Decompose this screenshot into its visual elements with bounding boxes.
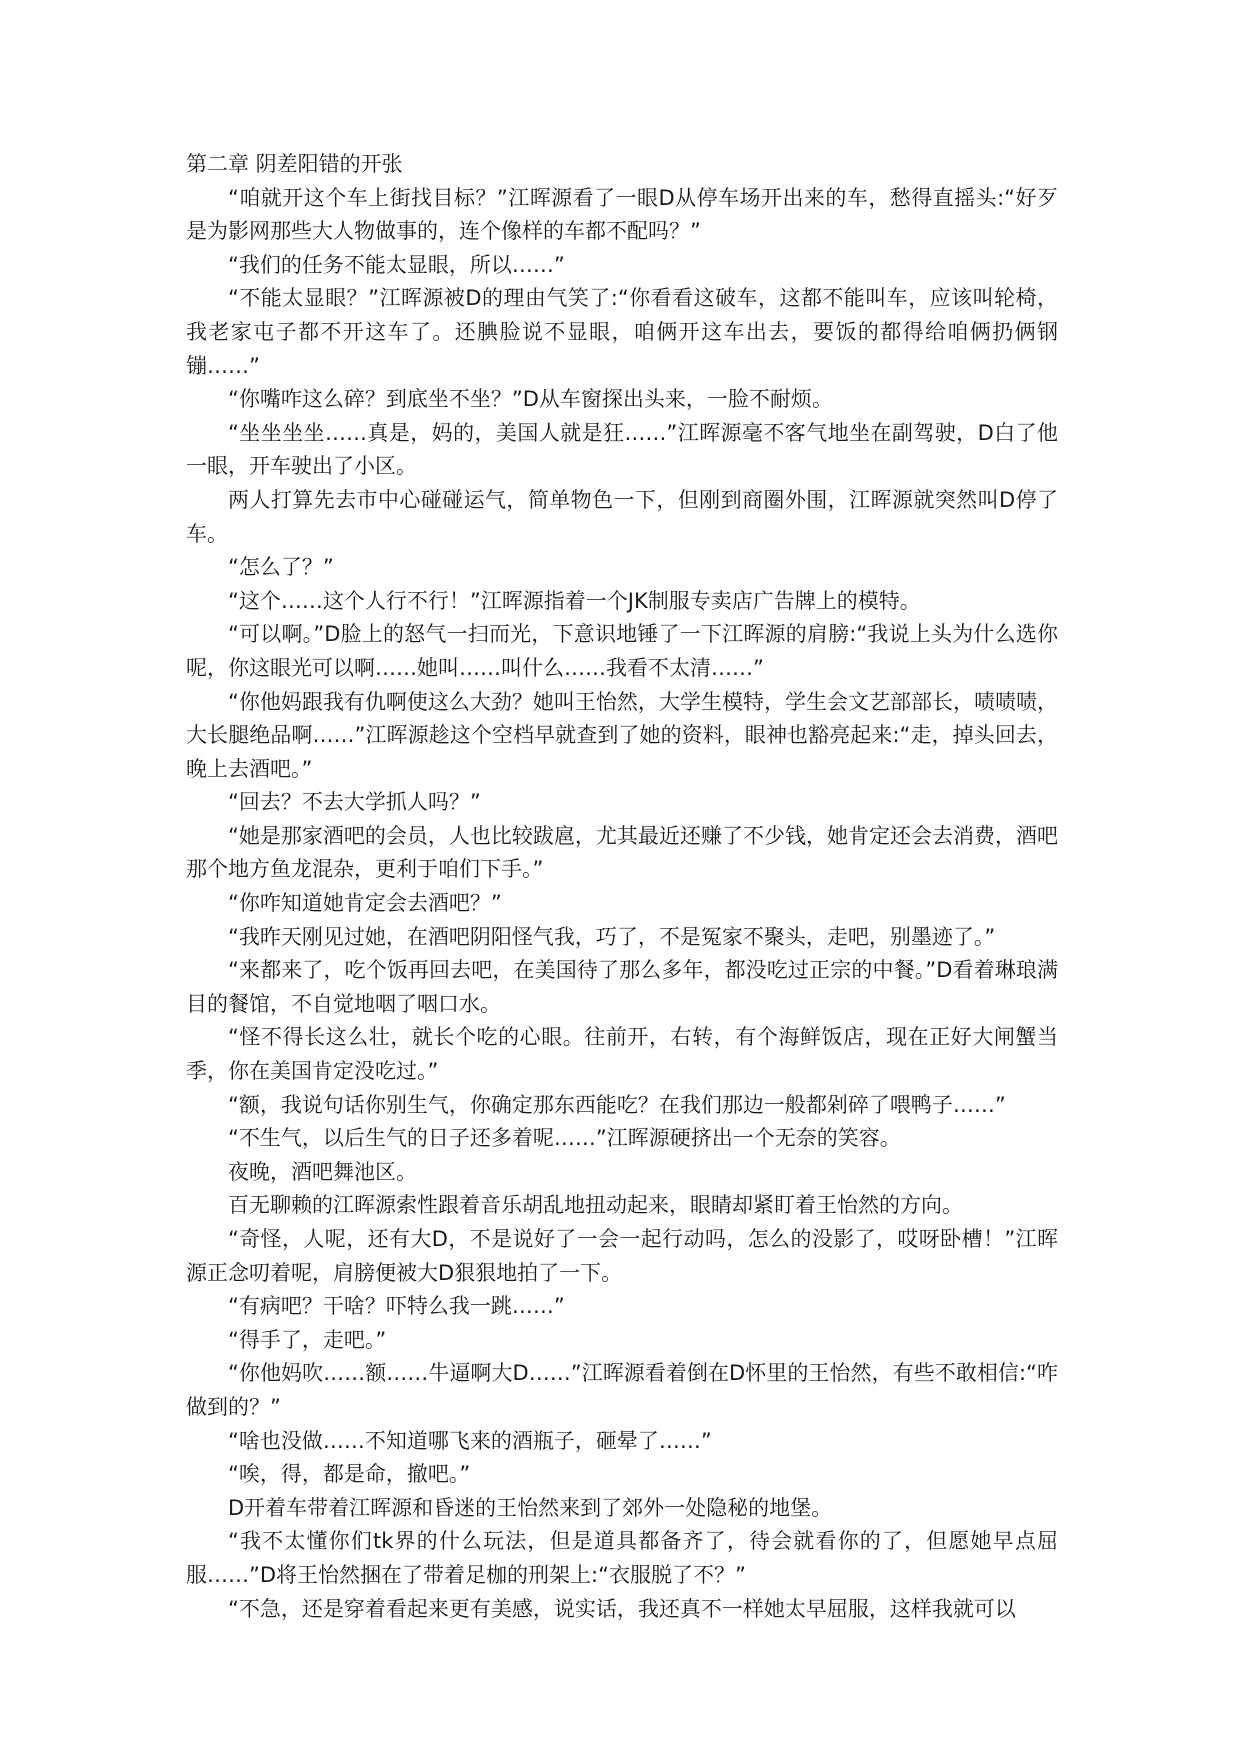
paragraph: “你咋知道她肯定会去酒吧？” xyxy=(228,891,502,916)
paragraph: “可以啊。”D脸上的怒气一扫而光，下意识地锤了一下江晖源的肩膀:“我说上头为什么选你呢，你这眼光可以啊……她叫……叫什么……我看不太清……” xyxy=(186,622,1058,680)
paragraph: “你他妈跟我有仇啊使这么大劲？她叫王怡然，大学生模特，学生会文艺部部长，啧啧啧，大长腿绝品啊……”江晖源趁这个空档早就查到了她的资料，眼神也豁亮起来:“走，掉头回去，晚上去酒吧。” xyxy=(186,689,1058,781)
paragraph: “你嘴咋这么碎？到底坐不坐？”D从车窗探出头来，一脸不耐烦。 xyxy=(228,387,833,412)
paragraph: 百无聊赖的江晖源索性跟着音乐胡乱地扭动起来，眼睛却紧盯着王怡然的方向。 xyxy=(228,1193,963,1218)
paragraph: “我们的任务不能太显眼，所以……” xyxy=(228,252,565,277)
paragraph: “不能太显眼？”江晖源被D的理由气笑了:“你看看这破车，这都不能叫车，应该叫轮椅，我老家屯子都不开这车了。还腆脸说不显眼，咱俩开这车出去，要饭的都得给咱俩扔俩钢镚……” xyxy=(186,286,1058,378)
paragraph: 两人打算先去市中心碰碰运气，简单物色一下，但刚到商圈外围，江晖源就突然叫D停了车。 xyxy=(186,487,1058,546)
paragraph: “唉，得，都是命，撤吧。” xyxy=(228,1462,471,1487)
paragraph: “坐坐坐坐……真是，妈的，美国人就是狂……”江晖源毫不客气地坐在副驾驶，D白了他一眼，开车驶出了小区。 xyxy=(186,420,1058,479)
paragraph: “我昨天刚见过她，在酒吧阴阳怪气我，巧了，不是冤家不聚头，走吧，别墨迹了。” xyxy=(228,924,996,949)
paragraph: “有病吧？干啥？吓特么我一跳……” xyxy=(228,1294,565,1319)
paragraph: “啥也没做……不知道哪飞来的酒瓶子，砸晕了……” xyxy=(228,1428,712,1453)
paragraph: “咱就开这个车上街找目标？”江晖源看了一眼D从停车场开出来的车，愁得直摇头:“好歹是为影网那些大人物做事的，连个像样的车都不配吗？” xyxy=(186,185,1058,244)
paragraph: “来都来了，吃个饭再回去吧，在美国待了那么多年，都没吃过正宗的中餐。”D看着琳琅满目的餐馆，不自觉地咽了咽口水。 xyxy=(186,958,1058,1016)
paragraph: “不急，还是穿着看起来更有美感，说实话，我还真不一样她太早屈服，这样我就可以 xyxy=(228,1596,1016,1621)
paragraph: D开着车带着江晖源和昏迷的王怡然来到了郊外一处隐秘的地堡。 xyxy=(228,1495,833,1520)
document-page xyxy=(186,148,1058,1626)
paragraph: “怪不得长这么壮，就长个吃的心眼。往前开，右转，有个海鲜饭店，现在正好大闸蟹当季，你在美国肯定没吃过。” xyxy=(186,1025,1058,1084)
paragraph: “额，我说句话你别生气，你确定那东西能吃？在我们那边一般都剁碎了喂鸭子……” xyxy=(228,1092,1006,1117)
paragraph: “怎么了？” xyxy=(228,555,334,580)
paragraph: “不生气，以后生气的日子还多着呢……”江晖源硬挤出一个无奈的笑容。 xyxy=(228,1126,901,1151)
paragraph: “她是那家酒吧的会员，人也比较跋扈，尤其最近还赚了不少钱，她肯定还会去消费，酒吧那个地方鱼龙混杂，更利于咱们下手。” xyxy=(186,823,1058,882)
paragraph: “回去？不去大学抓人吗？” xyxy=(228,790,481,815)
paragraph: “奇怪，人呢，还有大D，不是说好了一会一起行动吗，怎么的没影了，哎呀卧槽！”江晖源正念叨着呢，肩膀便被大D狠狠地拍了一下。 xyxy=(186,1227,1058,1285)
paragraph: 夜晚，酒吧舞池区。 xyxy=(228,1159,417,1184)
paragraph: “我不太懂你们tk界的什么玩法，但是道具都备齐了，待会就看你的了，但愿她早点屈服……”D将王怡然捆在了带着足枷的刑架上:“衣服脱了不？” xyxy=(186,1529,1058,1587)
paragraph: “得手了，走吧。” xyxy=(228,1327,387,1352)
paragraph: “这个……这个人行不行！”江晖源指着一个JK制服专卖店广告牌上的模特。 xyxy=(228,588,921,613)
paragraph: “你他妈吹……额……牛逼啊大D……”江晖源看着倒在D怀里的王怡然，有些不敢相信:“咋做到的？” xyxy=(186,1361,1058,1419)
chapter-title: 第二章 阴差阳错的开张 xyxy=(186,152,403,176)
